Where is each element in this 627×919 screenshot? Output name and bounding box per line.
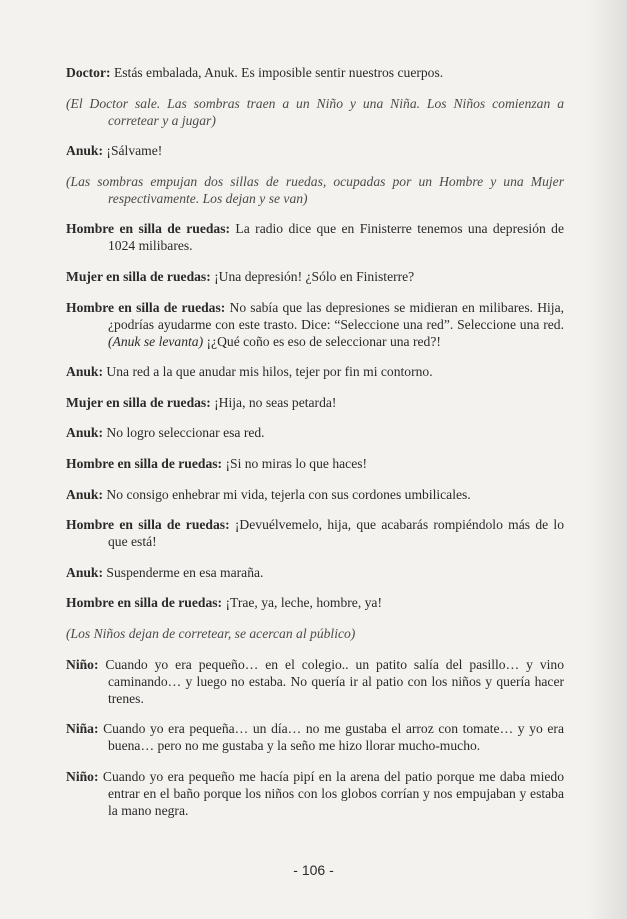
page-edge-shadow [587, 0, 627, 919]
dialogue-line [66, 424, 564, 441]
dialogue-text: Cuando yo era pequeño me hacía pipí en la arena del patio porque me daba miedo entrar en el baño porque los niños con los globos corrían y nos empujaban y estaba la mano negra. [98, 768, 564, 818]
dialogue-line [66, 268, 564, 285]
dialogue-text: Cuando yo era pequeño… en el colegio.. un patito salía del pasillo… y vino caminando… y luego no estaba. No quería ir al patio con los niños y quería hacer trenes. [98, 656, 564, 706]
dialogue-line [66, 486, 564, 503]
dialogue-text: ¡Una depresión! ¿Sólo en Finisterre? [210, 268, 415, 284]
speaker-name: Niño: [66, 768, 99, 784]
speaker-name: Niño: [66, 656, 99, 672]
dialogue-text: ¡Devuélvemelo, hija, que acabarás rompiéndolo más de lo que está! [108, 517, 565, 550]
dialogue-text: ¡Sálvame! [103, 143, 163, 159]
stage-direction: (El Doctor sale. Las sombras traen a un Niño y una Niña. Los Niños comienzan a corretear y a jugar) [66, 95, 564, 128]
dialogue-line [66, 64, 564, 81]
dialogue-line [66, 363, 564, 380]
inline-stage-direction: (Anuk se levanta) [108, 333, 204, 349]
speaker-name: Doctor: [66, 65, 111, 80]
dialogue-text: ¡Hija, no seas petarda! [210, 394, 337, 410]
dialogue-text: ¡Si no miras lo que haces! [222, 455, 368, 471]
dialogue-line [66, 594, 564, 611]
dialogue-line [66, 720, 564, 754]
dialogue-line [66, 656, 564, 707]
dialogue-text: ¡Trae, ya, leche, hombre, ya! [222, 595, 382, 611]
speaker-name: Niña: [66, 721, 99, 737]
speaker-name: Mujer en silla de ruedas: [66, 268, 211, 284]
speaker-name: Hombre en silla de ruedas: [66, 221, 231, 237]
dialogue-text: No logro seleccionar esa red. [103, 425, 265, 441]
dialogue-text: Estás embalada, Anuk. Es imposible sentir nuestros cuerpos. [110, 65, 444, 80]
page-number: - 106 - [293, 862, 334, 878]
dialogue-line [66, 564, 564, 581]
speaker-name: Mujer en silla de ruedas: [66, 394, 211, 410]
dialogue-line [66, 455, 564, 472]
dialogue-text: ¡¿Qué coño es eso de seleccionar una red?! [203, 333, 441, 349]
speaker-name: Anuk: [66, 364, 104, 380]
dialogue-line [66, 299, 564, 350]
dialogue-text: La radio dice que en Finisterre tenemos una depresión de 1024 milibares. [108, 221, 565, 254]
dialogue-line [66, 394, 564, 411]
stage-direction: (Los Niños dejan de corretear, se acercan al público) [66, 625, 356, 641]
speaker-name: Anuk: [66, 486, 104, 502]
dialogue-text: No consigo enhebrar mi vida, tejerla con sus cordones umbilicales. [103, 486, 471, 502]
dialogue-line [66, 142, 564, 159]
dialogue-line [66, 516, 564, 550]
speaker-name: Hombre en silla de ruedas: [66, 595, 223, 611]
dialogue-text: No sabía que las depresiones se midieran en milibares. Hija, ¿podrías ayudarme con este trasto. Dice: “Seleccione una red”. Seleccione una red. [108, 299, 565, 332]
stage-direction: (Las sombras empujan dos sillas de ruedas, ocupadas por un Hombre y una Mujer respectivamente. Los dejan y se van) [66, 173, 564, 206]
dialogue-line [66, 768, 564, 819]
dialogue-text: Una red a la que anudar mis hilos, tejer por fin mi contorno. [103, 364, 433, 380]
speaker-name: Anuk: [66, 564, 104, 580]
play-script-text [66, 64, 564, 832]
speaker-name: Anuk: [66, 425, 104, 441]
speaker-name: Hombre en silla de ruedas: [66, 455, 223, 471]
dialogue-line [66, 220, 564, 254]
speaker-name: Hombre en silla de ruedas: [66, 299, 226, 315]
speaker-name: Hombre en silla de ruedas: [66, 517, 230, 533]
speaker-name: Anuk: [66, 143, 104, 159]
dialogue-text: Suspenderme en esa maraña. [103, 564, 264, 580]
dialogue-text: Cuando yo era pequeña… un día… no me gustaba el arroz con tomate… y yo era buena… pero no me gustaba y la seño me hizo llorar mucho-mucho. [98, 721, 564, 754]
